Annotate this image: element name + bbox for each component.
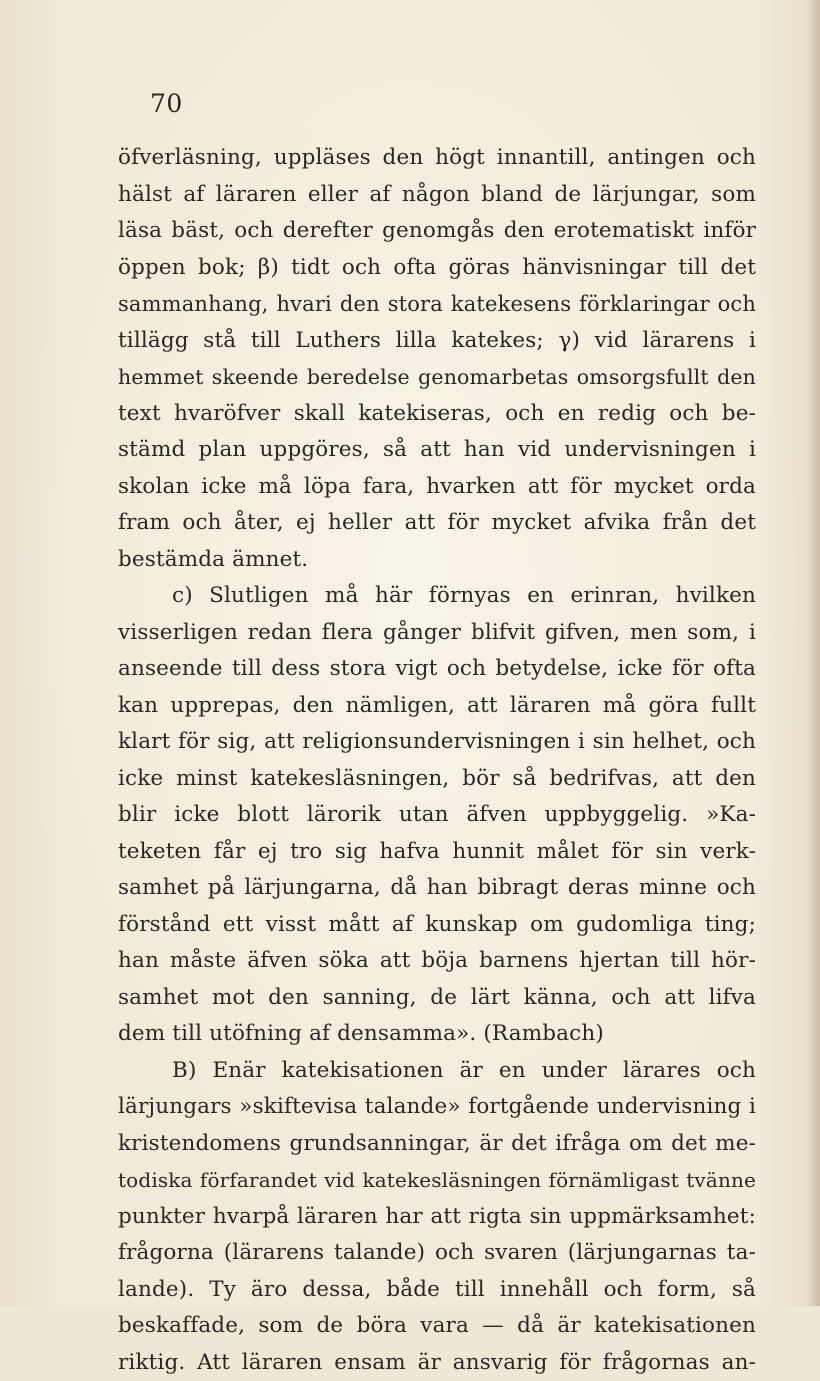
text-line: dem till utöfning af densamma». (Rambach) (118, 1016, 756, 1053)
text-line: kristendomens grundsanningar, är det ifråga om det me- (118, 1126, 756, 1163)
text-line: icke minst katekesläsningen, bör så bedrifvas, att den (118, 761, 756, 798)
text-line: kan upprepas, den nämligen, att läraren må göra fullt (118, 688, 756, 725)
text-line: tillägg stå till Luthers lilla katekes; γ) vid lärarens i (118, 323, 756, 360)
paragraph-b-first-line: B) Enär katekisationen är en under lärares och (118, 1053, 756, 1090)
text-line: todiska förfarandet vid katekesläsningen förnämligast tvänne (118, 1162, 756, 1199)
text-line: skolan icke må löpa fara, hvarken att för mycket orda (118, 469, 756, 506)
body-text (118, 140, 756, 1381)
text-line: bestämda ämnet. (118, 542, 756, 579)
text-line: fram och åter, ej heller att för mycket afvika från det (118, 505, 756, 542)
text-line: hemmet skeende beredelse genomarbetas omsorgsfullt den (118, 359, 756, 396)
text-line: blir icke blott lärorik utan äfven uppbyggelig. »Ka- (118, 797, 756, 834)
text-line: han måste äfven söka att böja barnens hjertan till hör- (118, 943, 756, 980)
text-line: beskaffade, som de böra vara — då är katekisationen (118, 1308, 756, 1345)
text-line: stämd plan uppgöres, så att han vid undervisningen i (118, 432, 756, 469)
page-number: 70 (150, 88, 183, 120)
text-line: text hvaröfver skall katekiseras, och en redig och be- (118, 396, 756, 433)
text-line: klart för sig, att religionsundervisningen i sin helhet, och (118, 724, 756, 761)
text-line: läsa bäst, och derefter genomgås den erotematiskt inför (118, 213, 756, 250)
text-line: öppen bok; β) tidt och ofta göras hänvisningar till det (118, 250, 756, 287)
text-line: frågorna (lärarens talande) och svaren (lärjungarnas ta- (118, 1235, 756, 1272)
text-line: teketen får ej tro sig hafva hunnit målet för sin verk- (118, 834, 756, 871)
text-line: samhet på lärjungarna, då han bibragt deras minne och (118, 870, 756, 907)
text-line: lärjungars »skiftevisa talande» fortgående undervisning i (118, 1089, 756, 1126)
paragraph-c-first-line: c) Slutligen må här förnyas en erinran, hvilken (118, 578, 756, 615)
text-line: riktig. Att läraren ensam är ansvarig för frågornas an- (118, 1345, 756, 1381)
page-edge-shadow (806, 0, 820, 1306)
text-line: lande). Ty äro dessa, både till innehåll och form, så (118, 1272, 756, 1309)
text-line: förstånd ett visst mått af kunskap om gudomliga ting; (118, 907, 756, 944)
text-line: punkter hvarpå läraren har att rigta sin uppmärksamhet: (118, 1199, 756, 1236)
text-line: hälst af läraren eller af någon bland de lärjungar, som (118, 177, 756, 214)
text-line: sammanhang, hvari den stora katekesens förklaringar och (118, 286, 756, 323)
text-line: öfverläsning, uppläses den högt innantill, antingen och (118, 140, 756, 177)
text-line: visserligen redan flera gånger blifvit gifven, men som, i (118, 615, 756, 652)
text-line: anseende till dess stora vigt och betydelse, icke för ofta (118, 651, 756, 688)
text-line: samhet mot den sanning, de lärt känna, och att lifva (118, 980, 756, 1017)
